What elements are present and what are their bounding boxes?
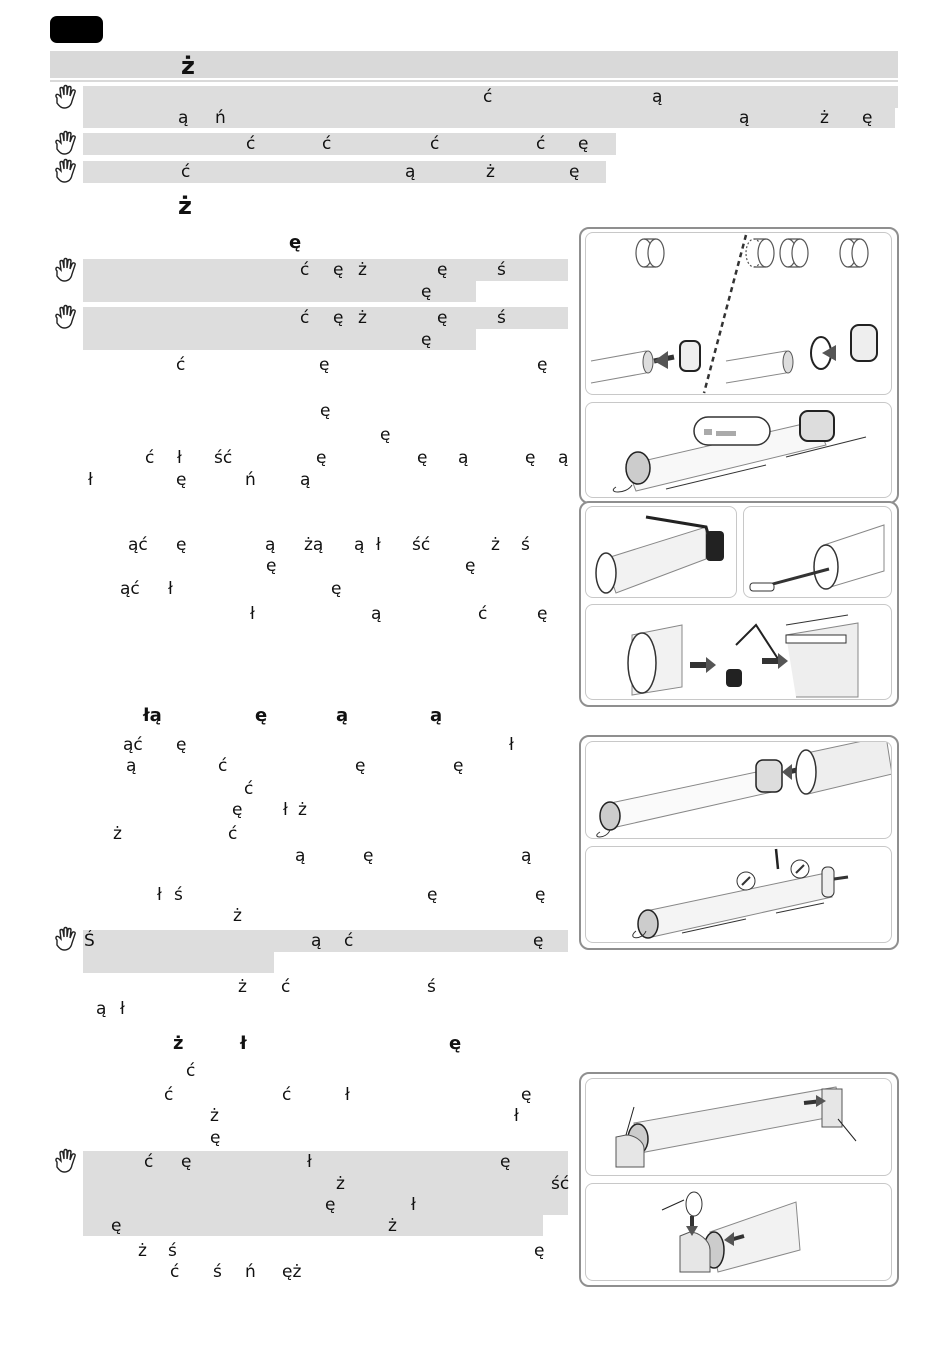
hand-warning-icon xyxy=(52,1148,78,1174)
figure-file-tube xyxy=(743,506,892,598)
paragraph-3-text: ąć xyxy=(123,735,143,755)
paragraph-2-text: ę xyxy=(331,579,342,599)
paragraph-3-text: ę xyxy=(427,885,438,905)
paragraph-6-text: ę xyxy=(534,1241,545,1261)
warning-5-line-2-bg xyxy=(83,329,476,350)
warning-1-text: ż xyxy=(820,108,829,128)
figure-adapter-selection xyxy=(585,232,892,395)
subheading-2: ą xyxy=(430,705,443,726)
warning-4-text: ć xyxy=(300,260,310,280)
paragraph-2-text: ę xyxy=(266,556,277,576)
paragraph-3-text: ż xyxy=(298,800,307,820)
warning-7-text: ę xyxy=(181,1152,192,1172)
subheading-2: łą xyxy=(143,705,162,726)
figure-mount-brackets xyxy=(585,1078,892,1176)
section-title: ż xyxy=(181,52,195,80)
paragraph-2-text: ą xyxy=(265,535,276,555)
paragraph-6-text: ń xyxy=(245,1262,256,1282)
paragraph-4-text: ś xyxy=(427,977,436,997)
paragraph-1-text: ń xyxy=(245,470,256,490)
paragraph-3-text: ę xyxy=(363,846,374,866)
hand-warning-icon xyxy=(52,926,78,952)
warning-7-line-1-bg xyxy=(83,1151,568,1173)
paragraph-2-text: ę xyxy=(176,535,187,555)
warning-6-line-1-bg xyxy=(83,930,568,952)
paragraph-1-text: ę xyxy=(380,425,391,445)
paragraph-1-text: ć xyxy=(176,355,186,375)
paragraph-3-text: ę xyxy=(535,885,546,905)
paragraph-2-text: ć xyxy=(478,604,488,624)
warning-3-text: ą xyxy=(405,162,416,182)
warning-2-text: ć xyxy=(430,134,440,154)
hand-warning-icon xyxy=(52,130,78,156)
warning-5-text: ę xyxy=(421,330,432,350)
paragraph-3-text: ą xyxy=(295,846,306,866)
warning-7-line-2-bg xyxy=(83,1173,568,1194)
paragraph-3-text: ą xyxy=(126,756,137,776)
paragraph-2-text: ą xyxy=(354,535,365,555)
paragraph-3-text: ł xyxy=(157,885,162,905)
paragraph-5-text: ł xyxy=(514,1106,519,1126)
paragraph-2-text: ł xyxy=(376,535,381,555)
paragraph-5-text: ż xyxy=(210,1106,219,1126)
paragraph-3-text: ć xyxy=(228,824,238,844)
paragraph-3-text: ę xyxy=(232,800,243,820)
warning-6-text: ą xyxy=(311,931,322,951)
paragraph-1-text: ść xyxy=(214,448,233,468)
warning-1-text: ć xyxy=(483,87,493,107)
hand-warning-icon xyxy=(52,84,78,110)
warning-4-line-2-bg xyxy=(83,281,476,302)
paragraph-2-text: ę xyxy=(537,604,548,624)
paragraph-6-text: ż xyxy=(138,1241,147,1261)
warning-7-line-4-bg xyxy=(83,1215,543,1236)
warning-3-text: ę xyxy=(569,162,580,182)
warning-7-text: ć xyxy=(144,1152,154,1172)
paragraph-3-text: ę xyxy=(453,756,464,776)
paragraph-3-text: ł xyxy=(509,735,514,755)
paragraph-3-text: ś xyxy=(174,885,183,905)
paragraph-5-text: ł xyxy=(345,1085,350,1105)
warning-6-text: ę xyxy=(533,931,544,951)
warning-2-text: ć xyxy=(536,134,546,154)
warning-7-text: ż xyxy=(388,1216,397,1236)
warning-5-text: ę xyxy=(437,308,448,328)
paragraph-1-text: ę xyxy=(320,401,331,421)
warning-4-text: ę xyxy=(421,282,432,302)
subheading-3: ę xyxy=(449,1033,462,1054)
section-heading: ż xyxy=(178,192,192,220)
figure-clip-motor-head xyxy=(585,1183,892,1281)
paragraph-1-text: ą xyxy=(300,470,311,490)
paragraph-4-text: ć xyxy=(281,977,291,997)
paragraph-2-text: ś xyxy=(521,535,530,555)
warning-6-line-2-bg xyxy=(83,952,274,973)
hand-warning-icon xyxy=(52,158,78,184)
warning-2-text: ę xyxy=(578,134,589,154)
paragraph-4-text: ż xyxy=(238,977,247,997)
paragraph-1-text: ł xyxy=(177,448,182,468)
warning-5-text: ż xyxy=(358,308,367,328)
paragraph-6-text: ś xyxy=(168,1241,177,1261)
warning-7-text: ę xyxy=(325,1195,336,1215)
warning-7-text: ę xyxy=(111,1216,122,1236)
paragraph-3-text: ż xyxy=(113,824,122,844)
warning-7-text: ść xyxy=(551,1174,570,1194)
paragraph-2-text: ł xyxy=(168,579,173,599)
paragraph-1-text: ą xyxy=(558,448,569,468)
warning-6-text: ć xyxy=(344,931,354,951)
paragraph-6-text: ęż xyxy=(282,1262,302,1282)
warning-1-text: ą xyxy=(652,87,663,107)
paragraph-5-text: ć xyxy=(186,1061,196,1081)
paragraph-3-text: ą xyxy=(521,846,532,866)
subheading-3: ł xyxy=(240,1033,247,1054)
paragraph-3-text: ć xyxy=(218,756,228,776)
warning-5-text: ć xyxy=(300,308,310,328)
warning-1-text: ą xyxy=(739,108,750,128)
figure-insert-motor-tube xyxy=(585,741,892,839)
paragraph-4-text: ł xyxy=(120,999,125,1019)
subheading-2: ą xyxy=(336,705,349,726)
paragraph-5-text: ę xyxy=(210,1128,221,1148)
paragraph-1-text: ą xyxy=(458,448,469,468)
warning-1-text: ń xyxy=(215,108,226,128)
paragraph-2-text: ąć xyxy=(120,579,140,599)
paragraph-2-text: ę xyxy=(465,556,476,576)
warning-4-text: ę xyxy=(333,260,344,280)
paragraph-2-text: żą xyxy=(304,535,324,555)
warning-4-text: ę xyxy=(437,260,448,280)
paragraph-2-text: ł xyxy=(250,604,255,624)
warning-3-text: ż xyxy=(486,162,495,182)
paragraph-1-text: ę xyxy=(417,448,428,468)
warning-7-text: ł xyxy=(411,1195,416,1215)
paragraph-2-text: ąć xyxy=(128,535,148,555)
warning-7-text: ę xyxy=(500,1152,511,1172)
paragraph-1-text: ę xyxy=(319,355,330,375)
warning-5-text: ś xyxy=(497,308,506,328)
hand-warning-icon xyxy=(52,257,78,283)
paragraph-4-text: ą xyxy=(96,999,107,1019)
figure-saw-tube xyxy=(585,506,737,598)
subheading-2: ę xyxy=(255,705,268,726)
warning-1-line-2-bg xyxy=(83,108,895,128)
title-divider xyxy=(50,80,898,82)
warning-5-line-1-bg xyxy=(83,307,568,329)
paragraph-3-text: ż xyxy=(233,906,242,926)
paragraph-1-text: ł xyxy=(88,470,93,490)
subheading-1: ę xyxy=(289,232,302,253)
paragraph-5-text: ć xyxy=(164,1085,174,1105)
figure-motor-tube-length xyxy=(585,402,892,498)
paragraph-5-text: ę xyxy=(521,1085,532,1105)
hand-warning-icon xyxy=(52,304,78,330)
subheading-3: ż xyxy=(173,1033,184,1054)
paragraph-2-text: ą xyxy=(371,604,382,624)
paragraph-5-text: ć xyxy=(282,1085,292,1105)
warning-4-line-1-bg xyxy=(83,259,568,281)
paragraph-3-text: ę xyxy=(355,756,366,776)
warning-4-text: ż xyxy=(358,260,367,280)
paragraph-1-text: ę xyxy=(316,448,327,468)
paragraph-6-text: ś xyxy=(213,1262,222,1282)
paragraph-1-text: ć xyxy=(145,448,155,468)
paragraph-2-text: ż xyxy=(491,535,500,555)
figure-notch-tube xyxy=(585,604,892,700)
paragraph-3-text: ć xyxy=(244,779,254,799)
paragraph-1-text: ę xyxy=(537,355,548,375)
warning-7-text: ż xyxy=(336,1174,345,1194)
warning-7-text: ł xyxy=(307,1152,312,1172)
paragraph-1-text: ę xyxy=(176,470,187,490)
warning-5-text: ę xyxy=(333,308,344,328)
warning-1-text: ą xyxy=(178,108,189,128)
warning-2-text: ć xyxy=(322,134,332,154)
warning-4-text: ś xyxy=(497,260,506,280)
warning-3-text: ć xyxy=(181,162,191,182)
paragraph-2-text: ść xyxy=(412,535,431,555)
page-tab-marker xyxy=(50,16,103,43)
paragraph-3-text: ę xyxy=(176,735,187,755)
warning-3-bg xyxy=(83,161,606,183)
warning-6-text: Ś xyxy=(84,931,95,951)
paragraph-6-text: ć xyxy=(170,1262,180,1282)
warning-2-text: ć xyxy=(246,134,256,154)
paragraph-3-text: ł xyxy=(283,800,288,820)
section-title-bar xyxy=(50,51,898,78)
paragraph-1-text: ę xyxy=(525,448,536,468)
figure-screw-tube xyxy=(585,846,892,943)
warning-1-text: ę xyxy=(862,108,873,128)
